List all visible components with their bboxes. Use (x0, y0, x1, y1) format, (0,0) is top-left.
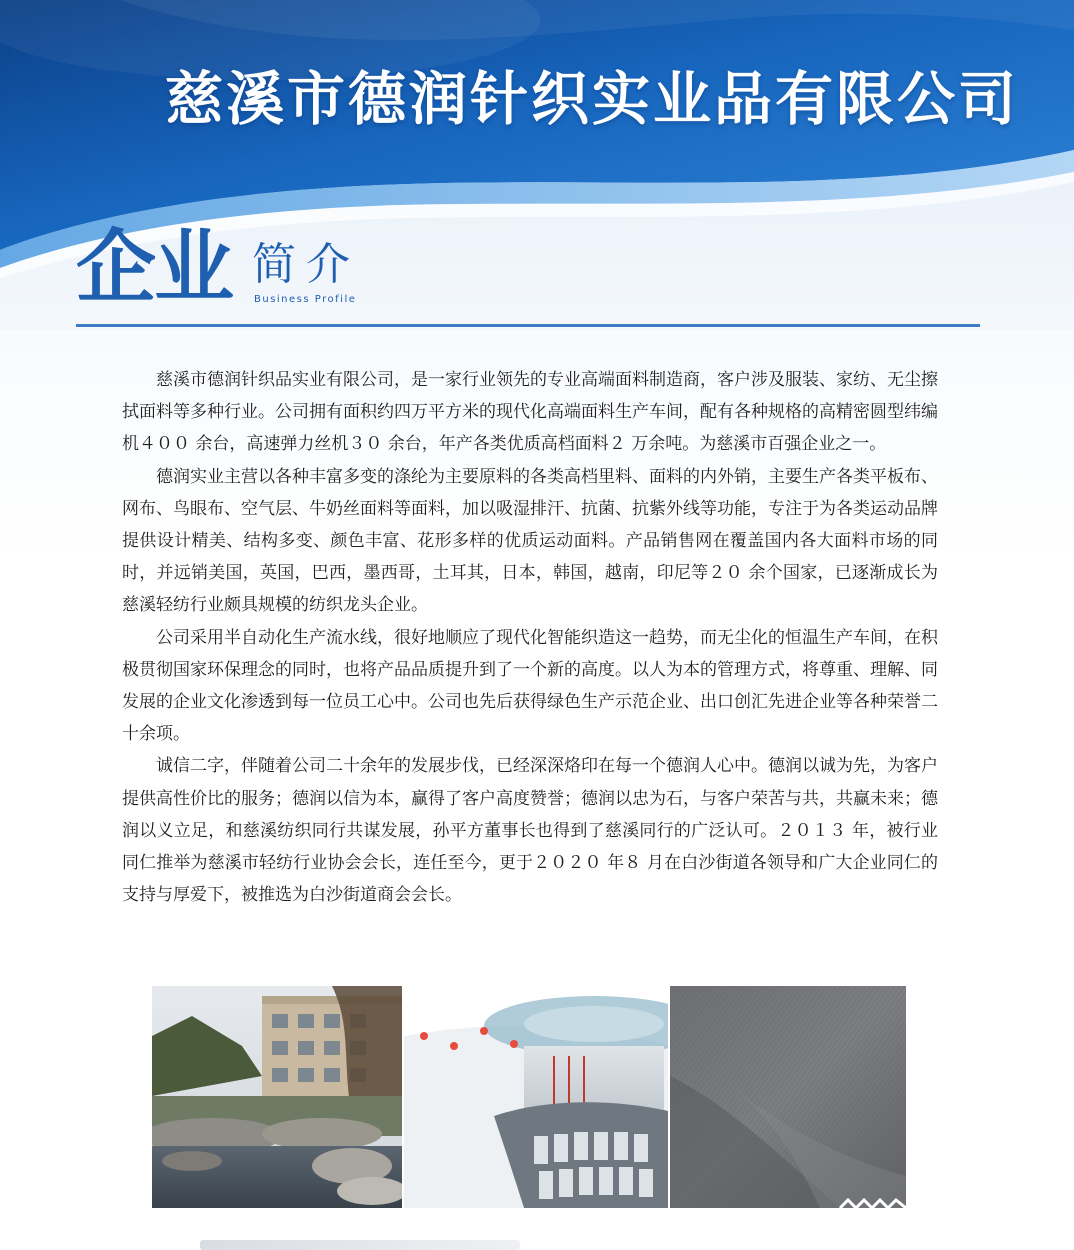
section-divider (76, 324, 980, 327)
paragraph: 公司采用半自动化生产流水线，很好地顺应了现代化智能织造这一趋势，而无尘化的恒温生产车间，在积极贯彻国家环保理念的同时，也将产品品质提升到了一个新的高度。以人为本的管理方式，将尊重、理解、同发展的企业文化渗透到每一位员工心中。公司也先后获得绿色生产示范企业、出口创汇先进企业等各种荣誉二十余项。 (122, 627, 938, 745)
section-title-main: 企业 (76, 221, 232, 314)
section-title-sub: 简介 (252, 239, 360, 290)
factory-building-photo (152, 986, 402, 1208)
section-title-english: Business Profile (254, 294, 357, 305)
paragraph: 慈溪市德润针织品实业有限公司，是一家行业领先的专业高端面料制造商，客户涉及服装、家纺、无尘擦拭面料等多种行业。公司拥有面积约四万平方米的现代化高端面料生产车间，配有各种规格的高精密圆型纬编机４００ 余台，高速弹力丝机３０ 余台，年产各类优质高档面料２ 万余吨。为慈溪市百强企业之一。 (122, 370, 938, 455)
paragraph: 诚信二字，伴随着公司二十余年的发展步伐，已经深深烙印在每一个德润人心中。德润以诚为先，为客户提供高性价比的服务；德润以信为本，赢得了客户高度赞誉；德润以忠为石，与客户荣苦与共，共赢未来；德润以义立足，和慈溪纺织同行共谋发展，孙平方董事长也得到了慈溪同行的广泛认可。２０１３ 年，被行业同仁推举为慈溪市轻纺行业协会会长，连任至今，更于２０２０ 年８ 月在白沙街道各领导和广大企业同仁的支持与厚爱下，被推选为白沙街道商会会长。 (122, 756, 938, 906)
fabric-swatch-photo (670, 986, 906, 1208)
knitting-machine-photo (404, 986, 668, 1208)
photo-strip (152, 986, 906, 1208)
company-name-title: 慈溪市德润针织实业品有限公司 (165, 65, 1020, 133)
bottom-fade-remnant (200, 1240, 520, 1250)
section-heading (76, 221, 980, 333)
paragraph: 德润实业主营以各种丰富多变的涤纶为主要原料的各类高档里料、面料的内外销，主要生产各类平板布、网布、鸟眼布、空气层、牛奶丝面料等面料，加以吸湿排汗、抗菌、抗紫外线等功能，专注于为各类运动品牌提供设计精美、结构多变、颜色丰富、花形多样的优质运动面料。产品销售网在覆盖国内各大面料市场的同时，并远销美国，英国，巴西，墨西哥，土耳其，日本，韩国，越南，印尼等２０ 余个国家，已逐渐成长为慈溪轻纺行业颇具规模的纺织龙头企业。 (122, 466, 938, 616)
profile-body (122, 364, 938, 911)
